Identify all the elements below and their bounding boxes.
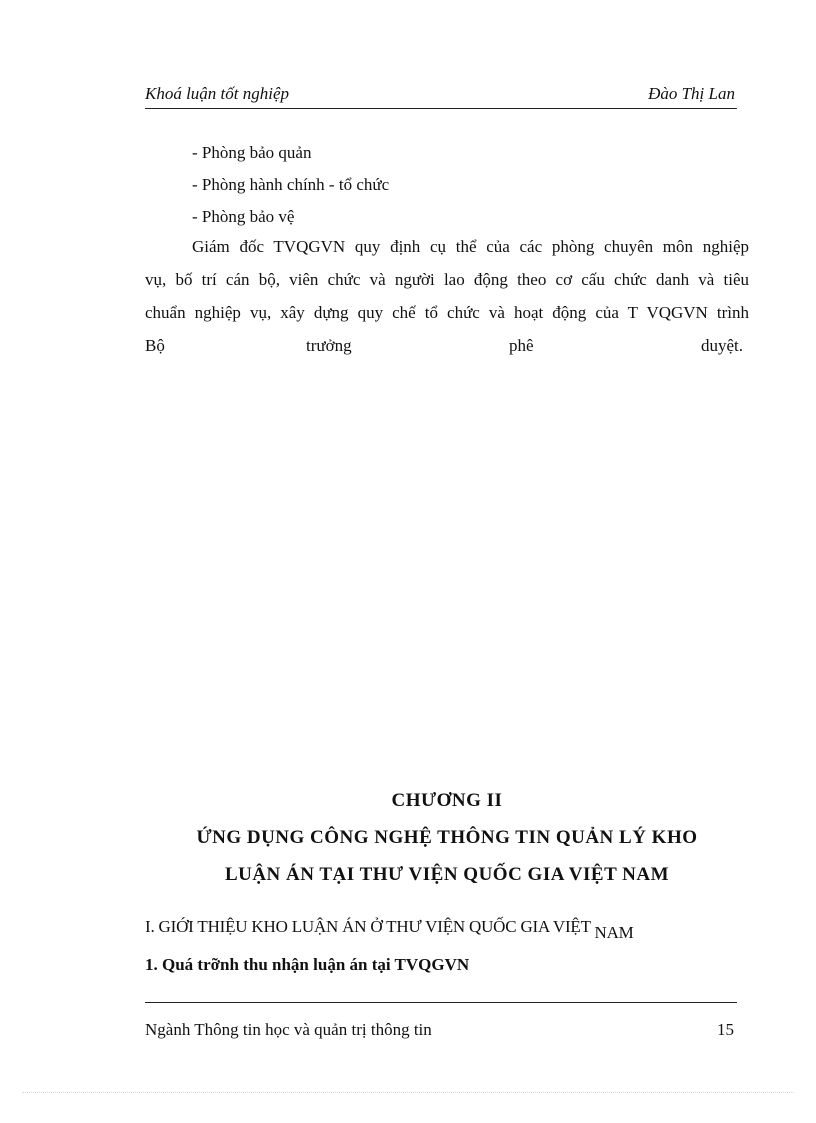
chapter-label: CHƯƠNG II <box>391 790 503 811</box>
footer-department: Ngành Thông tin học và quản trị thông tin <box>145 1020 432 1039</box>
page-bottom-dotted-divider <box>22 1092 794 1093</box>
header-author-name: Đào Thị Lan <box>648 84 735 103</box>
footer-divider <box>145 1002 737 1003</box>
paragraph-line: Giám đốc TVQGVN quy định cụ thể của các phòng chuyên môn nghiệp <box>192 237 749 256</box>
page-number: 15 <box>717 1020 734 1039</box>
page-header <box>145 84 737 109</box>
paragraph-line: vụ, bố trí cán bộ, viên chức và người lao động theo cơ cấu chức danh và tiêu <box>145 270 749 289</box>
list-item: - Phòng bảo quản <box>192 143 312 162</box>
list-item: - Phòng hành chính - tổ chức <box>192 175 390 194</box>
paragraph-word: duyệt. <box>701 336 744 355</box>
subsection-heading: 1. Quá trỡnh thu nhận luận án tại TVQGVN <box>145 955 470 974</box>
paragraph-word: phê <box>509 336 534 355</box>
paragraph-line: chuẩn nghiệp vụ, xây dựng quy chế tổ chức và hoạt động của T VQGVN trình <box>145 303 749 322</box>
paragraph-word: Bộ <box>145 336 165 355</box>
list-item: - Phòng bảo vệ <box>192 207 295 226</box>
chapter-title-line: ỨNG DỤNG CÔNG NGHỆ THÔNG TIN QUẢN LÝ KHO <box>196 827 698 848</box>
section-heading <box>145 917 634 942</box>
header-thesis-title: Khoá luận tốt nghiệp <box>145 84 290 103</box>
chapter-title-line: LUẬN ÁN TẠI THƯ VIỆN QUỐC GIA VIỆT NAM <box>224 864 670 885</box>
section-heading-tail: NAM <box>594 923 634 942</box>
section-heading-text: I. GIỚI THIỆU KHO LUẬN ÁN Ở THƯ VIỆN QUỐC GIA VIỆT <box>145 917 591 936</box>
paragraph-word: trưởng <box>306 336 352 355</box>
